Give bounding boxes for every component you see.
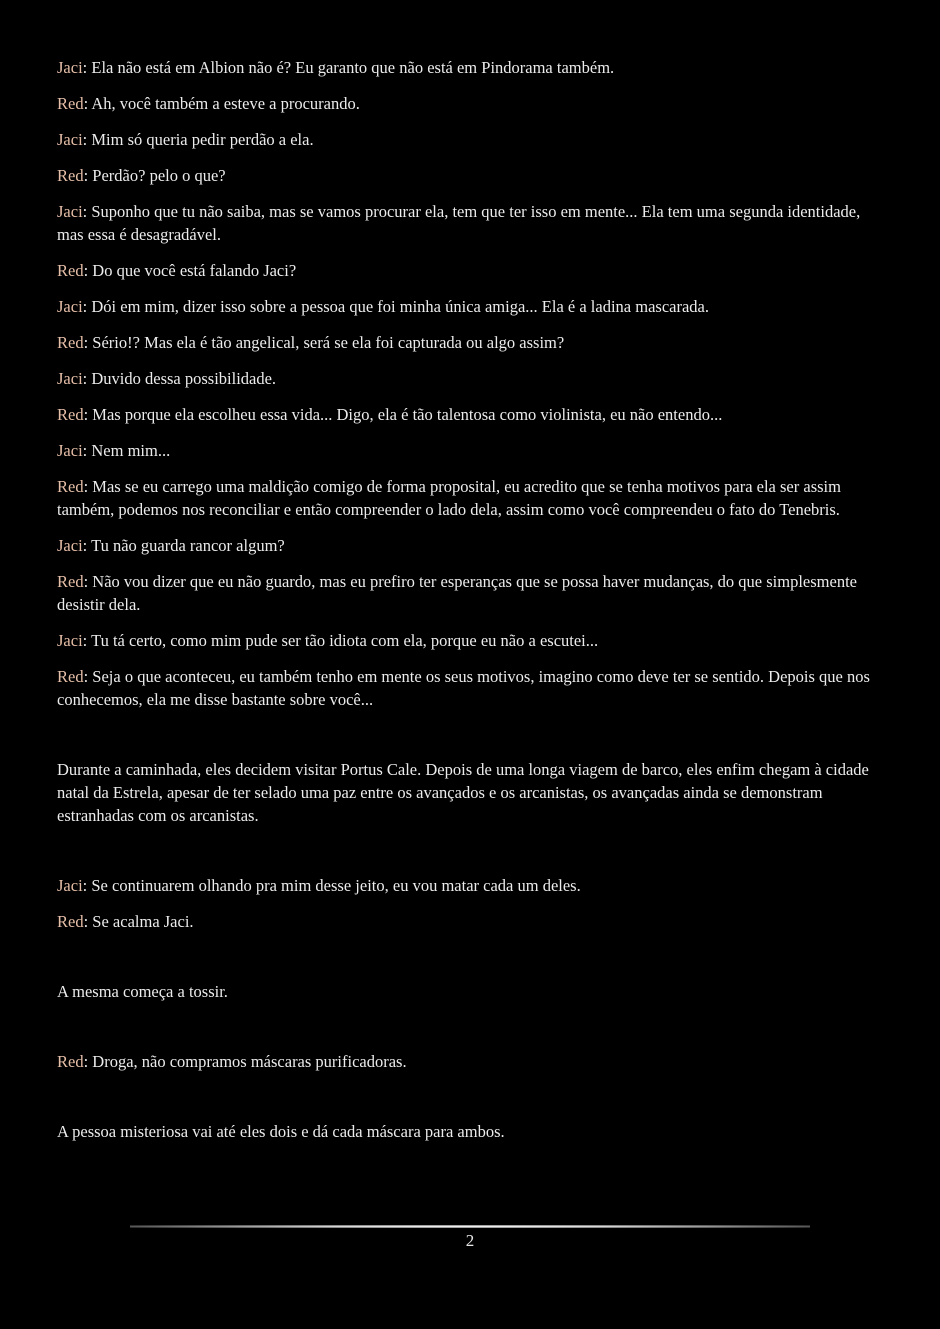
dialogue-line <box>57 874 885 897</box>
dialogue-line <box>57 367 885 390</box>
dialogue-text: : Nem mim... <box>82 441 171 460</box>
footer-divider <box>130 1225 810 1228</box>
dialogue-line <box>57 200 885 246</box>
speaker-name: Red <box>57 405 84 424</box>
speaker-name: Jaci <box>57 876 83 895</box>
page-body <box>57 56 885 1156</box>
speaker-name: Red <box>57 477 84 496</box>
dialogue-line <box>57 439 885 462</box>
narration-paragraph: A mesma começa a tossir. <box>57 982 228 1001</box>
dialogue-line <box>57 475 885 521</box>
speaker-name: Jaci <box>57 631 83 650</box>
speaker-name: Red <box>57 667 84 686</box>
dialogue-line <box>57 629 885 652</box>
speaker-name: Red <box>57 94 84 113</box>
speaker-name: Red <box>57 166 84 185</box>
dialogue-line <box>57 128 885 151</box>
dialogue-line <box>57 295 885 318</box>
page-number: 2 <box>465 1231 475 1250</box>
dialogue-line <box>57 910 885 933</box>
dialogue-line <box>57 164 885 187</box>
dialogue-text: : Mas se eu carrego uma maldição comigo de forma proposital, eu acredito que se tenha motivos para ela ser assim também, podemos nos reconciliar e então compreender o lado dela, assim como você compreendeu o fato do Tenebris. <box>57 477 841 519</box>
narration-paragraph: Durante a caminhada, eles decidem visitar Portus Cale. Depois de uma longa viagem de barco, eles enfim chegam à cidade natal da Estrela, apesar de ter selado uma paz entre os avançados e os arcanistas, os avançadas ainda se demonstram estranhadas com os arcanistas. <box>57 760 869 825</box>
dialogue-text: : Suponho que tu não saiba, mas se vamos procurar ela, tem que ter isso em mente... Ela tem uma segunda identidade, mas essa é desagradável. <box>57 202 861 244</box>
dialogue-text: : Mim só queria pedir perdão a ela. <box>82 130 314 149</box>
spacer <box>57 840 885 874</box>
dialogue-text: : Mas porque ela escolheu essa vida... Digo, ela é tão talentosa como violinista, eu não entendo... <box>83 405 723 424</box>
speaker-name: Jaci <box>57 202 83 221</box>
dialogue-section <box>57 56 885 711</box>
spacer <box>57 946 885 980</box>
speaker-name: Red <box>57 333 84 352</box>
dialogue-line <box>57 92 885 115</box>
speaker-name: Red <box>57 261 84 280</box>
dialogue-line <box>57 665 885 711</box>
dialogue-text: : Perdão? pelo o que? <box>83 166 226 185</box>
dialogue-section <box>57 1050 885 1073</box>
dialogue-text: : Ela não está em Albion não é? Eu garanto que não está em Pindorama também. <box>82 58 615 77</box>
speaker-name: Jaci <box>57 58 83 77</box>
spacer <box>57 1086 885 1120</box>
dialogue-line <box>57 1050 885 1073</box>
dialogue-text: : Seja o que aconteceu, eu também tenho em mente os seus motivos, imagino como deve ter se sentido. Depois que nos conhecemos, ela me disse bastante sobre você... <box>57 667 870 709</box>
dialogue-text: : Droga, não compramos máscaras purificadoras. <box>83 1052 407 1071</box>
narration-paragraph: A pessoa misteriosa vai até eles dois e dá cada máscara para ambos. <box>57 1122 505 1141</box>
speaker-name: Red <box>57 912 84 931</box>
dialogue-text: : Do que você está falando Jaci? <box>83 261 297 280</box>
dialogue-text: : Sério!? Mas ela é tão angelical, será se ela foi capturada ou algo assim? <box>83 333 565 352</box>
speaker-name: Jaci <box>57 369 83 388</box>
dialogue-line <box>57 331 885 354</box>
speaker-name: Jaci <box>57 441 83 460</box>
dialogue-text: : Não vou dizer que eu não guardo, mas eu prefiro ter esperanças que se possa haver mudanças, do que simplesmente desistir dela. <box>57 572 857 614</box>
spacer <box>57 724 885 758</box>
dialogue-text: : Duvido dessa possibilidade. <box>82 369 277 388</box>
dialogue-text: : Se continuarem olhando pra mim desse jeito, eu vou matar cada um deles. <box>82 876 581 895</box>
dialogue-text: : Ah, você também a esteve a procurando. <box>83 94 360 113</box>
dialogue-line <box>57 403 885 426</box>
speaker-name: Jaci <box>57 130 83 149</box>
dialogue-line <box>57 259 885 282</box>
dialogue-text: : Dói em mim, dizer isso sobre a pessoa que foi minha única amiga... Ela é a ladina mascarada. <box>82 297 709 316</box>
speaker-name: Jaci <box>57 297 83 316</box>
speaker-name: Jaci <box>57 536 83 555</box>
dialogue-text: : Se acalma Jaci. <box>83 912 194 931</box>
speaker-name: Red <box>57 1052 84 1071</box>
dialogue-line <box>57 56 885 79</box>
spacer <box>57 1016 885 1050</box>
dialogue-section <box>57 874 885 933</box>
dialogue-line <box>57 570 885 616</box>
speaker-name: Red <box>57 572 84 591</box>
dialogue-text: : Tu tá certo, como mim pude ser tão idiota com ela, porque eu não a escutei... <box>82 631 599 650</box>
dialogue-line <box>57 534 885 557</box>
dialogue-text: : Tu não guarda rancor algum? <box>82 536 285 555</box>
